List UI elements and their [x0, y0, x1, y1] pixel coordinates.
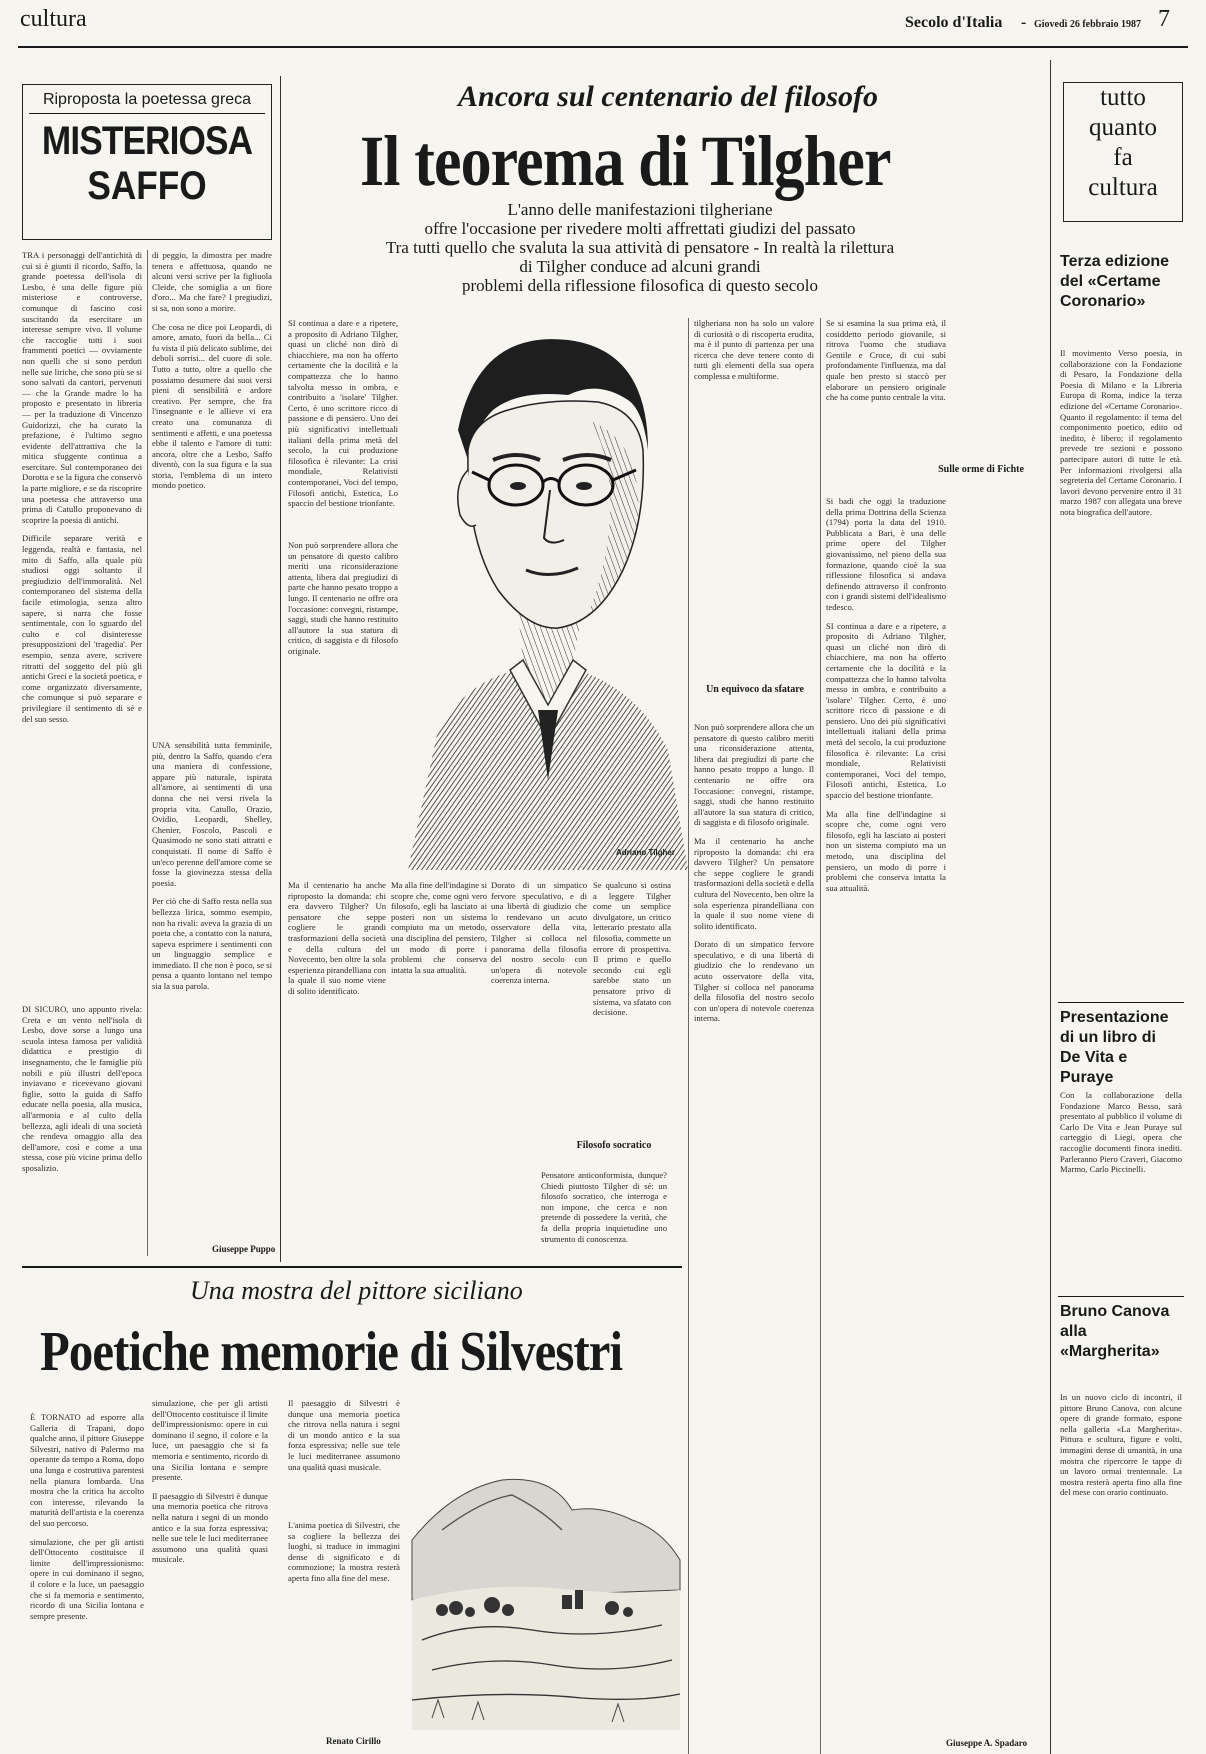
tilgher-deck: [330, 200, 950, 295]
silvestri-paragraph: simulazione, che per gli artisti dell'Ottocento costituisce il limite dell'impressionismo: opere in cui dominano il segno, il colore e la luce, un paesaggio che si fa memoria e sentimento, ricordo di una Sicilia lontana e sempre presente.: [152, 1398, 268, 1483]
rubrica-paragraph: In un nuovo ciclo di incontri, il pittore Bruno Canova, con alcune opere di grande formato, espone nella galleria «La Margherita». Pittura e scultura, figure e volti, immagini dense di umanità, in una mostra che ripercorre le tappe di un lavoro ormai trentennale. La mostra resterà aperta fino alla fine del mese con orario continuato.: [1060, 1392, 1182, 1498]
subhead-filosofo-socratico: Filosofo socratico: [576, 1140, 652, 1151]
masthead-rule: [18, 46, 1188, 48]
rubrica-item3-title: Bruno Canova alla «Margherita»: [1060, 1303, 1170, 1360]
rubrica-item3-text: [1060, 1392, 1182, 1742]
saffo-paragraph: di peggio, la dimostra per madre tenera e affettuosa, quando ne alcuni versi scrive per la figliuola Cleide, che somiglia a un fiore d'oro... Ma che fare? I pregiudizi, si sa, non sono a morire.: [152, 250, 272, 313]
rubrica-line: fa: [1113, 144, 1133, 171]
tilgher-col-c: [391, 880, 487, 1260]
issue-date: Giovedì 26 febbraio 1987: [1034, 19, 1141, 30]
portrait-caption: Adriano Tilgher: [616, 848, 675, 857]
tilgher-paragraph: Ma alla fine dell'indagine si scopre che, come ogni vero filosofo, egli ha lasciato ai posteri non un sistema compiuto ma un metodo, una disciplina del pensiero, un modo di porre i problemi che conserva intatta la sua attualità.: [826, 808, 946, 893]
saffo-kicker: Riproposta la poetessa greca: [42, 91, 252, 108]
tilgher-paragraph: Dorato di un simpatico fervore speculativo, e di una libertà di giudizio che lo rendevano un acuto osservatore della vita, Tilgher si colloca nel panorama della filosofia del nostro secolo con un'opera di notevole coerenza interna.: [491, 880, 587, 986]
silvestri-paragraph: È TORNATO ad esporre alla Galleria di Trapani, dopo qualche anno, il pittore Giuseppe Silvestri, nativo di Palermo ma operante da tempo a Roma, dopo una lunga e costruttiva parentesi nella pianura lombarda. Una mostra che la critica ha accolto con interesse, rilevando la maturità dell'artista e la coerenza del suo percorso.: [30, 1412, 144, 1528]
tilgher-col-j: [826, 318, 946, 458]
saffo-col-1: [22, 250, 142, 940]
tilgher-kicker: Ancora sul centenario del filosofo: [458, 80, 879, 113]
rubrica-item1-text: [1060, 348, 1182, 788]
deck-line: offre l'occasione per rivedere molti affrettati giudizi del passato: [424, 219, 856, 238]
tilgher-paragraph: Se si esamina la sua prima età, il cosiddetto periodo giovanile, si ritrova l'uomo che studiava Gentile e Croce, di cui subì profondamente l'influenza, ma dal quale ben presto si staccò per elaborare un pensiero originale che ha come punto centrale la vita.: [826, 318, 946, 403]
rubrica-rule: [1058, 1296, 1184, 1297]
rubrica-line: tutto: [1100, 84, 1146, 111]
silvestri-paragraph: Il paesaggio di Silvestri è dunque una memoria poetica che ritrova nella natura i segni di un mondo antico e la sua forza espressiva; nelle sue tele le luci mediterranee assumono una qualità quasi musicale.: [288, 1398, 400, 1472]
column-divider: [820, 318, 821, 1754]
tilgher-signature: Giuseppe A. Spadaro: [946, 1738, 1028, 1748]
saffo-col-1b: [22, 1004, 142, 1256]
section-divider: [280, 76, 281, 1262]
tilgher-paragraph: Non può sorprendere allora che un pensatore di questo calibro meriti una riconsiderazione attenta, libera dai pregiudizi di parte che hanno pesato troppo a lungo. Il centenario ne offre ora l'occasione: convegni, ristampe, saggi, studi che hanno restituito all'autore la sua statura di critico, di saggista e di filosofo originale.: [694, 722, 814, 828]
rubrica-item1-title: Terza edizione del «Certame Coronario»: [1060, 253, 1170, 310]
page-number: 7: [1158, 6, 1170, 32]
tilgher-col-h: [694, 318, 814, 678]
subhead-un-equivoco: Un equivoco da sfatare: [706, 684, 804, 695]
masthead-dash: -: [1021, 14, 1027, 31]
rubrica-rule: [1058, 1002, 1184, 1003]
tilgher-paragraph: Dorato di un simpatico fervore speculativo, e di una libertà di giudizio che lo rendevano un acuto osservatore della vita, Tilgher si colloca nel panorama della filosofia del nostro secolo con un'opera di notevole coerenza interna.: [694, 939, 814, 1024]
tilgher-col-b: [288, 880, 386, 1260]
tilgher-col-a: [288, 318, 398, 509]
tilgher-portrait: [398, 310, 688, 870]
column-divider: [688, 318, 689, 1754]
silvestri-title: Poetiche memorie di Silvestri: [40, 1321, 623, 1383]
saffo-paragraph: Per ciò che di Saffo resta nella sua bellezza lirica, sommo esempio, non ha rivali: aveva la grazia di un poeta che, a contatto con la natura, sapeva esprimere i sentimenti con un linguaggio semplice e immediato. Il che non è poco, se si pensa a quanto lontano nel tempo sia la sua parola.: [152, 896, 272, 992]
saffo-title-box: [22, 84, 272, 240]
tilgher-col-i: [694, 722, 814, 1752]
tilgher-col-a2: [288, 540, 398, 780]
section-label: cultura: [20, 6, 87, 32]
silvestri-paragraph: L'anima poetica di Silvestri, che sa cogliere la bellezza dei luoghi, si traduce in immagini dense di significato e di commozione; la mostra resterà aperta fino alla fine del mese.: [288, 1520, 400, 1583]
rubrica-item2-text: [1060, 1090, 1182, 1290]
silvestri-paragraph: Il paesaggio di Silvestri è dunque una memoria poetica che ritrova nella natura i segni di un mondo antico e la sua forza espressiva; nelle sue tele le luci mediterranee assumono una qualità quasi musicale.: [152, 1490, 268, 1565]
tilgher-paragraph: Se qualcuno si ostina a leggere Tilgher come un semplice divulgatore, un critico letterario prestato alla filosofia, commette un errore di prospettiva. Il primo e quello secondo cui egli sarebbe stato un pensatore privo di sistema, va sfatato con decisione.: [593, 880, 671, 1018]
tilgher-col-g: [541, 1170, 667, 1260]
saffo-paragraph: DI SICURO, uno appunto rivela: Creta e un vento nell'isola di Lesbo, dove sorse a lungo una scuola intesa famosa per validità didattica e prestigio di insegnamento, che le famiglie più nobili e più illustri dell'epoca inviavano e ricevevano giovani figlie, sotto la guida di Saffo educate nella poesia, alla musica, all'armonia e al culto della bellezza, agli ideali di una società che rendeva omaggio alla dea dell'amore, così e come a una stessa, cose più vicine prima dello sposalizio.: [22, 1004, 142, 1173]
saffo-title-line1: MISTERIOSA: [41, 119, 253, 163]
tilgher-paragraph: Non può sorprendere allora che un pensatore di questo calibro meriti una riconsiderazione attenta, libera dai pregiudizi di parte che hanno pesato troppo a lungo. Il centenario ne offre ora l'occasione: convegni, ristampe, saggi, studi che hanno restituito all'autore la sua statura di critico, di saggista e di filosofo originale.: [288, 540, 398, 656]
rubrica-box: [1063, 82, 1183, 222]
deck-line: L'anno delle manifestazioni tilgheriane: [507, 200, 773, 219]
tilgher-col-k: [826, 496, 946, 1736]
deck-line: di Tilgher conduce ad alcuni grandi: [519, 257, 761, 276]
rubrica-paragraph: Il movimento Verso poesia, in collaborazione con la Fondazione di Pesaro, la Fondazione della Poesia di Milano e la Libreria Europa di Roma, indice la terza edizione del «Certame Coronario». Quanto il regolamento: il tema del componimento poetico, edito od inedito, è libero; il regolamento prevede tre sezioni e possono partecipare autori di tutte le età. Per informazioni rivolgersi alla segreteria del Certame Coronario. I lavori devono pervenire entro il 31 marzo 1987 con allegata una breve nota biografica dell'autore.: [1060, 348, 1182, 517]
kicker-rule: [29, 113, 265, 114]
rubrica-item2-title: Presentazione di un libro di De Vita e Puraye: [1060, 1009, 1169, 1086]
tilgher-col-f: [593, 880, 671, 1130]
saffo-paragraph: TRA i personaggi dell'antichità di cui si è giunti il ricordo, Saffo, la grande poetessa dell'isola di Lesbo, è una delle figure più misteriose e controverse, comunque di fascino così suscitando da esercitare un interesse sempre vivo. Il volume che raccoglie tutti i suoi frammenti poetici — ovviamente non quelli che si sono perduti nelle sue liriche, che sono più se si sono salvati da cantori, pervenuti — che la Grande madre lo ha proposto e presentato in libreria — per la traduzione di Vincenzo Guidorizzi, che ha curato la prefazione, è l'ultimo segno evidente dell'attrattiva che la mitica sfuggente continua a esercitare. Sul contemporaneo dei Dorotta e se la figura che conservò la parte migliore, e se da riscoprire una poetessa che attraverso una prima di Catullo proponevano di scoprire la poesia di antichi.: [22, 250, 142, 525]
tilgher-paragraph: Ma il centenario ha anche riproposto la domanda: chi era davvero Tilgher? Un pensatore che seppe cogliere le grandi trasformazioni della società e della cultura del Novecento, ben oltre la sola esperienza pirandelliana con la quale il suo nome viene di solito identificato.: [694, 835, 814, 931]
silvestri-col-b: [152, 1398, 268, 1744]
column-divider: [147, 250, 148, 1256]
saffo-title-line2: SAFFO: [87, 164, 207, 208]
silvestri-col-c: [288, 1398, 400, 1504]
tilgher-paragraph: Si badi che oggi la traduzione della prima Dottrina della Scienza (1794) porta la data del 1910. Pubblicata a Bari, è una delle prime opere del Tilgher giovanissimo, nel pieno della sua formazione, quando cioè la sua riflessione filosofica si andava definendo attraverso il confronto con i grandi sistemi dell'idealismo tedesco.: [826, 496, 946, 612]
tilgher-paragraph: Pensatore anticonformista, dunque? Chiedi piuttosto Tilgher di sé: un filosofo socratico, che interroga e non impone, che cerca e non pretende di possedere la verità, che fa della propria inquietudine uno strumento di conoscenza.: [541, 1170, 667, 1244]
deck-line: problemi della riflessione filosofica di questo secolo: [462, 276, 818, 295]
deck-line: Tra tutti quello che svaluta la sua attività di pensatore - In realtà la rilettura: [385, 238, 895, 257]
rubrica-paragraph: Con la collaborazione della Fondazione Marco Besso, sarà presentato al pubblico il volume di Carlo De Vita e Jean Puraye sul carteggio di Liegi, opera che raccoglie documenti finora inediti. Parleranno Piero Craveri, Giacomo Marmo, Carlo Piccinelli.: [1060, 1090, 1182, 1175]
saffo-signature: Giuseppe Puppo: [212, 1244, 276, 1254]
silvestri-col-a: [30, 1412, 144, 1742]
section-divider: [1050, 60, 1051, 1754]
subhead-sulle-orme: Sulle orme di Fichte: [938, 464, 1024, 475]
rubrica-line: quanto: [1088, 114, 1158, 141]
tilgher-paragraph: tilgheriana non ha solo un valore di curiosità o di riscoperta erudita, ma è il punto di partenza per una ricerca che deve tenere conto di tutti gli elementi della sua opera complessa e multiforme.: [694, 318, 814, 381]
tilgher-paragraph: Ma il centenario ha anche riproposto la domanda: chi era davvero Tilgher? Un pensatore che seppe cogliere le grandi trasformazioni della società e della cultura del Novecento, ben oltre la sola esperienza pirandelliana con la quale il suo nome viene di solito identificato.: [288, 880, 386, 996]
saffo-paragraph: UNA sensibilità tutta femminile, più, dentro la Saffo, quando c'era una maniera di confessione, appare più naturale, ispirata all'amore, ai sentimenti di una donna che nei versi rivela la propria vita. Catullo, Orazio, Ovidio, Leopardi, Shelley, Chenier, Foscolo, Pascoli e Quasimodo ne sono stati attratti e conquistati. Il nome di Saffo è un'eco perenne dell'amore come se fosse la giovinezza stessa della poesia.: [152, 740, 272, 888]
saffo-col-2b: [152, 740, 272, 1240]
saffo-col-2: [152, 250, 272, 580]
silvestri-signature: Renato Cirillo: [326, 1736, 381, 1746]
silvestri-kicker: Una mostra del pittore siciliano: [190, 1276, 523, 1305]
silvestri-paragraph: simulazione, che per gli artisti dell'Ottocento costituisce il limite dell'impressionismo: opere in cui dominano il segno, il colore e la luce, un paesaggio che si fa memoria e sentimento, ricordo di una Sicilia lontana e sempre presente.: [30, 1536, 144, 1621]
tilgher-paragraph: SI continua a dare e a ripetere, a proposito di Adriano Tilgher, quasi un cliché non dirò di chiacchiere, ma non ha offerto certamente che la docilità e la compattezza che lo hanno talvolta messo in ombra, e contribuito a 'isolare' Tilgher. Certo, è uno scrittore ricco di passione e di pensiero. Uno dei più significativi intellettuali italiani della prima metà del secolo, la cui produzione filosofica è rilevante: La crisi mondiale, Relativisti contemporanei, Voci del tempo, Filosofi antichi, Estetica, Lo spaccio del bestione trionfante.: [288, 318, 398, 509]
saffo-paragraph: Difficile separare verità e leggenda, realtà e fantasia, nel mito di Saffo, alla quale più studiosi oggi soltanto il pregiudizio dell'immoralità. Nel contemporaneo del sistema della facile etimologia, senza altro sapere, si narra che fosse sentimentale, con lo sguardo del culto e col disinteresse presupposizioni del 'tragedia'. Per esempio, senza avere, scrivere ritratti del soggetto del più gli antichi Greci e la società poetica, e come organizzato diversamente, che comunque si può separare e privilegiare il sentimento di sé e del suo sesso.: [22, 533, 143, 724]
newspaper-name: Secolo d'Italia: [905, 14, 1003, 31]
saffo-paragraph: Che cosa ne dice poi Leopardi, di amore, amato, fuori da bella... Ci fu vista il più delicato sublime, dei deboli sorrisi... del cuore di sole. Tutto a tutto, oltre a quello che possiamo desumere dai suoi versi pieni di sensibilità e ardore creativo. Per sempre, che fra l'insegnante e le allieve vi era creato una comunanza di sentimenti e affetti, e una poetessa ebbe il talento e l'amore di tutti: ancora, oltre che a Lesbo, Saffo diventò, con la sua figura e la sua storia, l'emblema di un intero mondo poetico.: [152, 321, 272, 491]
silvestri-col-d: [288, 1520, 400, 1712]
tilgher-title: Il teorema di Tilgher: [360, 121, 891, 201]
tilgher-paragraph: Ma alla fine dell'indagine si scopre che, come ogni vero filosofo, egli ha lasciato ai posteri non un sistema compiuto ma un metodo, una disciplina del pensiero, un modo di porre i problemi che conserva intatta la sua attualità.: [391, 880, 487, 975]
tilgher-paragraph: SI continua a dare e a ripetere, a proposito di Adriano Tilgher, quasi un cliché non dirò di chiacchiere, ma non ha offerto certamente che la docilità e la compattezza che lo hanno talvolta messo in ombra, e contribuito a 'isolare' Tilgher. Certo, è uno scrittore ricco di passione e di pensiero. Uno dei più significativi intellettuali italiani della prima metà del secolo, la cui produzione filosofica è rilevante: La crisi mondiale, Relativisti contemporanei, Voci del tempo, Filosofi antichi, Estetica, Lo spaccio del bestione trionfante.: [826, 620, 946, 801]
section-rule: [22, 1266, 682, 1268]
rubrica-line: cultura: [1088, 174, 1158, 201]
silvestri-painting: [412, 1450, 680, 1730]
